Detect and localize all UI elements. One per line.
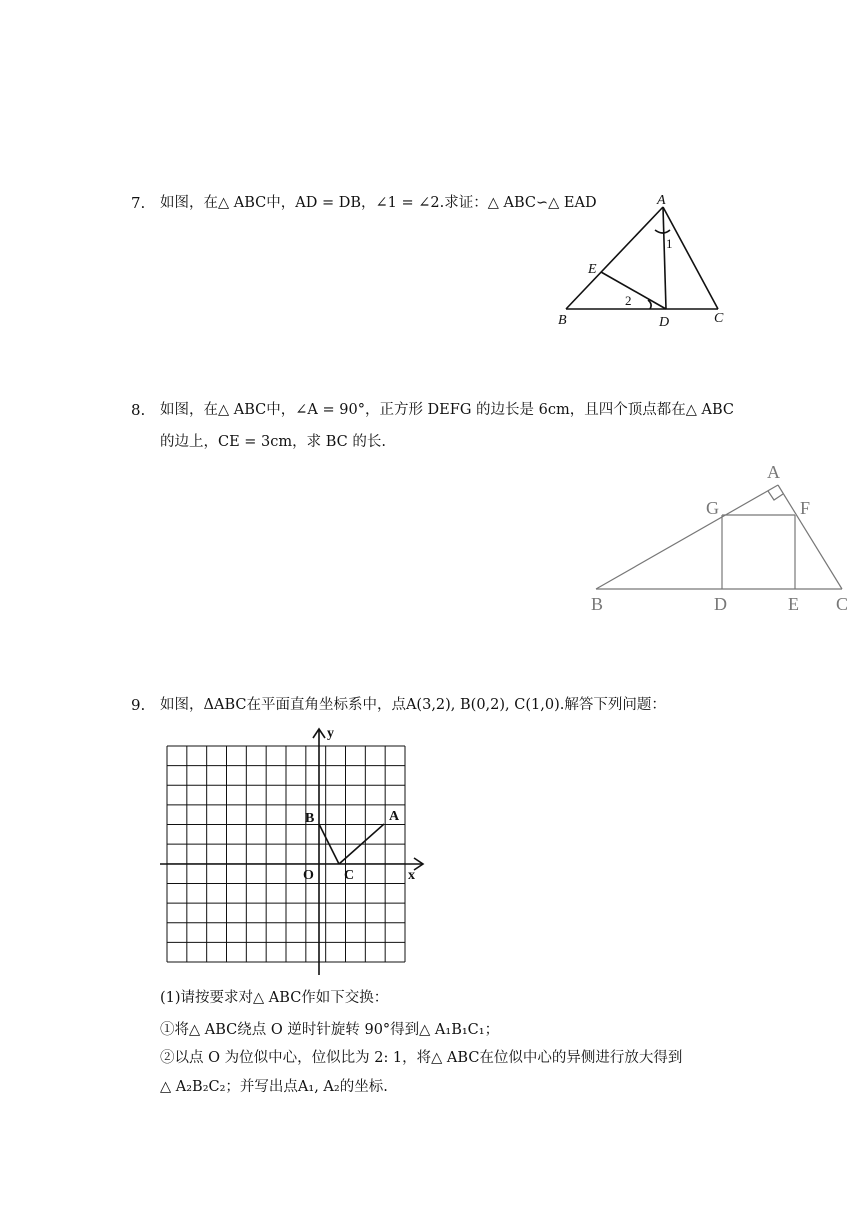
- q9-step2-line2: △ A₂B₂C₂；并写出点A₁, A₂的坐标.: [160, 1079, 388, 1095]
- q9-text: 如图，ΔABC在平面直角坐标系中，点A(3,2), B(0,2), C(1,0).解答下列问题：: [160, 697, 666, 713]
- q7-label-C: C: [714, 311, 724, 326]
- q9-point-C-label: C: [344, 868, 355, 883]
- q9-step2-line1: ②以点 O 为位似中心，位似比为 2: 1，将△ ABC在位似中心的异侧进行放大得到: [160, 1050, 683, 1066]
- q7-label-A: A: [657, 193, 666, 208]
- q9-part1: (1)请按要求对△ ABC作如下交换：: [160, 990, 389, 1006]
- q9-axis-y-label: y: [327, 726, 334, 741]
- q9-step1: ①将△ ABC绕点 O 逆时针旋转 90°得到△ A₁B₁C₁；: [160, 1022, 500, 1038]
- q8-label-A: A: [767, 462, 780, 482]
- q7-angle-2: 2: [625, 293, 632, 308]
- q7-label-E: E: [588, 262, 597, 277]
- q8-label-G: G: [706, 498, 719, 518]
- q8-label-E: E: [788, 594, 799, 614]
- q7-angle-1: 1: [666, 236, 673, 251]
- q8-label-B: B: [591, 594, 604, 614]
- q7-text: 如图，在△ ABC中，AD = DB，∠1 = ∠2.求证：△ ABC∽△ EAD: [160, 195, 597, 211]
- q9-axis-x-label: x: [408, 868, 415, 883]
- q8-line1: 如图，在△ ABC中，∠A = 90°，正方形 DEFG 的边长是 6cm，且四个顶点都在△ ABC: [160, 402, 734, 418]
- q9-point-A-label: A: [389, 809, 400, 824]
- q9-number: 9.: [131, 696, 146, 714]
- q8-label-C: C: [836, 594, 849, 614]
- q8-line2: 的边上，CE = 3cm，求 BC 的长.: [160, 434, 386, 450]
- q7-label-D: D: [659, 315, 670, 330]
- q9-origin-label: O: [303, 868, 314, 883]
- q9-point-B-label: B: [305, 811, 315, 826]
- q7-number: 7.: [131, 194, 146, 212]
- q8-number: 8.: [131, 401, 146, 419]
- q8-label-D: D: [714, 594, 727, 614]
- q7-label-B: B: [558, 313, 567, 328]
- q8-label-F: F: [800, 498, 811, 518]
